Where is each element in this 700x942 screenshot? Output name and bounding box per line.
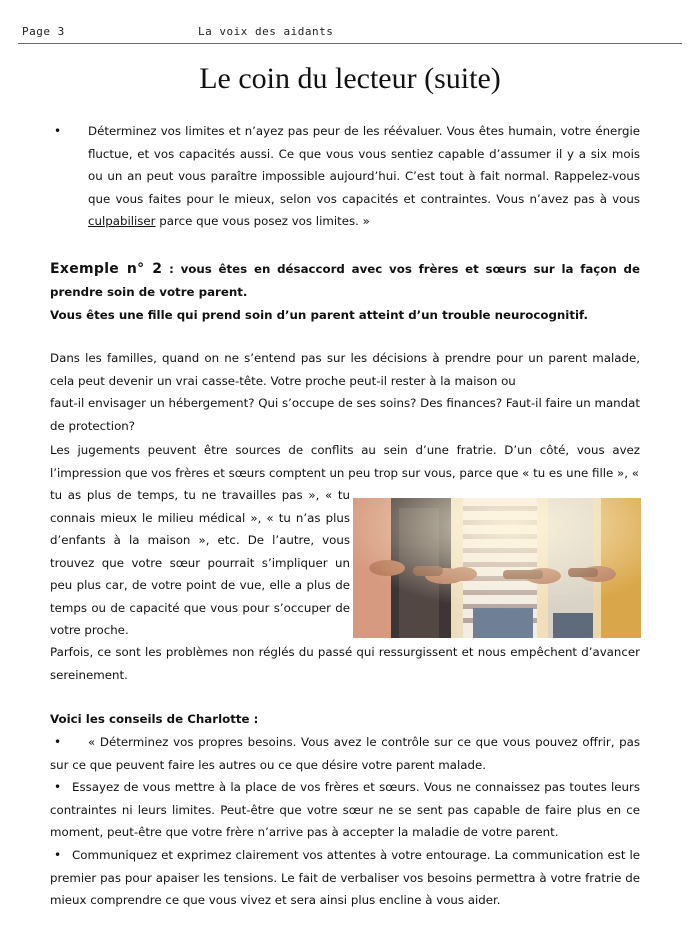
bullet-icon: • <box>54 780 62 794</box>
photo-illustration <box>353 498 641 638</box>
page-title: Le coin du lecteur (suite) <box>199 62 501 95</box>
page-number: Page 3 <box>22 25 65 38</box>
paragraph-1b: faut-il envisager un hébergement? Qui s’occupe de ses soins? Des finances? Faut-il faire un mandat de protection? <box>50 396 640 433</box>
advice-heading: Voici les conseils de Charlotte : <box>50 712 259 726</box>
advice-item-2-text: Essayez de vous mettre à la place de vos frères et sœurs. Vous ne connaissez pas toutes leurs contraintes ni leurs limites. Peut-être que votre sœur ne se sent pas capable de faire plus en ce moment, peut-être que votre frère n’arrive pas à accepter la maladie de votre parent. <box>50 780 640 839</box>
advice-item-3-text: Communiquez et exprimez clairement vos attentes à votre entourage. La communication est le premier pas pour apaiser les tensions. Le fait de verbaliser vos besoins permettra à votre fratrie de mieux comprendre ce que vous vivez et sera ainsi plus encline à vous aider. <box>50 848 640 907</box>
intro-bullet-text <box>88 120 640 233</box>
bullet-icon: • <box>54 848 62 862</box>
paragraph-2: Les jugements peuvent être sources de conflits au sein d’une fratrie. D’un côté, vous avez l’impression que vos frères et sœurs comptent un peu trop sur vous, parce que « tu es une fille », « <box>50 443 640 480</box>
intro-text-part1: Déterminez vos limites et n’ayez pas peur de les réévaluer. Vous êtes humain, votre énergie fluctue, et vos capacités aussi. Ce que vous vous sentiez capable d’assumer il y a six mois ou un an peut vous paraître impossible aujourd’hui. C’est tout à fait normal. Rappelez-vous que vous faites pour le mieux, selon vos capacités et contraintes. Vous n’avez pas à vous <box>88 124 640 206</box>
publication-name: La voix des aidants <box>198 25 334 38</box>
paragraph-3: Parfois, ce sont les problèmes non réglés du passé qui ressurgissent et nous empêchent d’avancer sereinement. <box>50 645 640 682</box>
paragraph-2-wrap: tu as plus de temps, tu ne travailles pas », « tu connais mieux le milieu médical », « tu n’as plus d’enfants à la maison », etc. De l’autre, vous trouvez que votre sœur pourrait s’impliquer un peu plus car, de votre point de vue, elle a plus de temps ou de capacité que vous pour s’occuper de votre proche. <box>50 488 350 637</box>
paragraph-1a: Dans les familles, quand on ne s’entend pas sur les décisions à prendre pour un parent malade, cela peut devenir un vrai casse-tête. Votre proche peut-il rester à la maison ou <box>50 351 640 388</box>
paragraph-1 <box>50 347 640 437</box>
header-divider <box>18 43 682 44</box>
advice-item-2 <box>50 776 640 844</box>
underlined-word: culpabiliser <box>88 214 156 228</box>
advice-item-1-text: « Déterminez vos propres besoins. Vous avez le contrôle sur ce que vous pouvez offrir, pas sur ce que peuvent faire les autres ou ce que désire votre parent malade. <box>50 735 640 772</box>
example-subtitle: Vous êtes une fille qui prend soin d’un parent atteint d’un trouble neurocognitif. <box>50 308 588 322</box>
advice-item-3 <box>50 844 640 912</box>
example-label: Exemple n° 2 <box>50 261 163 277</box>
example-heading <box>50 258 640 327</box>
advice-item-1 <box>50 731 640 776</box>
family-hands-photo <box>353 498 641 638</box>
bullet-icon: • <box>54 124 62 138</box>
bullet-icon: • <box>54 735 62 749</box>
example-title: : vous êtes en désaccord avec vos frères et sœurs sur la façon de prendre soin de votre parent. <box>50 262 640 299</box>
page-header <box>0 0 700 42</box>
intro-text-part2: parce que vous posez vos limites. » <box>155 214 370 228</box>
